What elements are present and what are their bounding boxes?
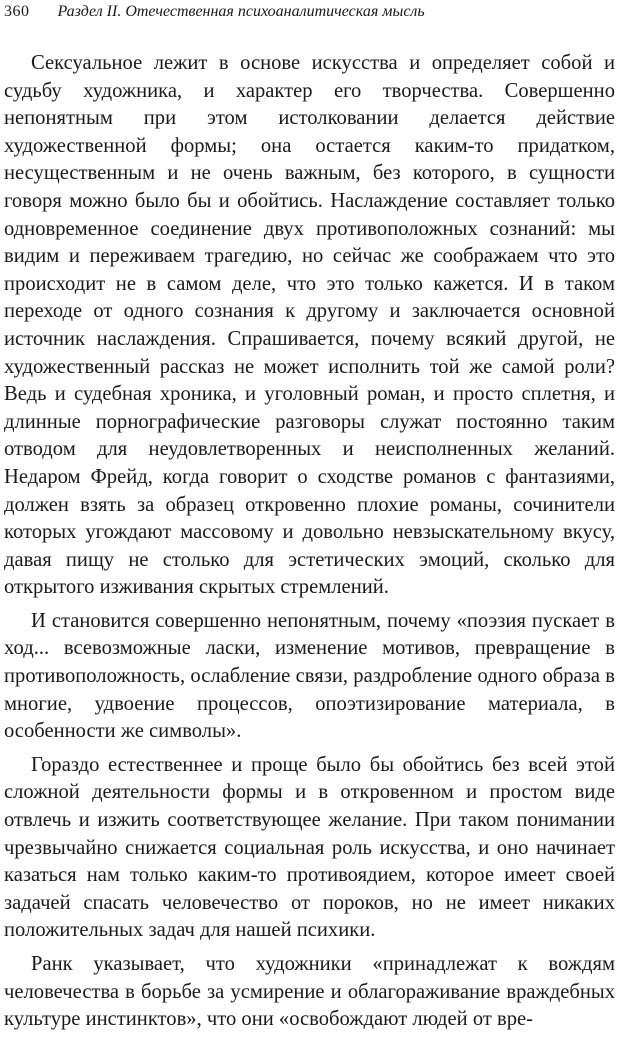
- body-text: [4, 50, 615, 1034]
- page-number: 360: [4, 3, 30, 20]
- paragraph: Сексуальное лежит в основе искусства и определяет собой и судьбу художника, и характер его творчества. Совершенно непонятным при этом истолковании делается действие художественной формы; она остается каким-то придатком, несущественным и не очень важным, без которого, в сущности говоря можно было бы и обойтись. Наслаждение составляет только одновременное соединение двух противоположных сознаний: мы видим и переживаем трагедию, но сейчас же соображаем что это происходит не в самом деле, что это только кажется. И в таком переходе от одного сознания к другому и заключается основной источник наслаждения. Спрашивается, почему всякий другой, не художественный рассказ не может исполнить той же самой роли? Ведь и судебная хроника, и уголовный роман, и просто сплетня, и длинные порнографические разговоры служат постоянно таким отводом для неудовлетворенных и неисполненных желаний. Недаром Фрейд, когда говорит о сходстве романов с фантазиями, должен взять за образец откровенно плохие романы, сочинители которых угождают массовому и довольно невзыскательному вкусу, давая пищу не столько для эстетических эмоций, сколько для открытого изживания скрытых стремлений.: [4, 52, 615, 599]
- running-head: [4, 2, 616, 24]
- paragraph: И становится совершенно непонятным, почему «поэзия пускает в ход... всевозможные ласки, изменение мотивов, превращение в противоположность, ослабление связи, раздробление одного образа в многие, удвоение процессов, опоэтизирование материала, в особенности же символы».: [4, 609, 615, 743]
- paragraph: Гораздо естественнее и проще было бы обойтись без всей этой сложной деятельности формы и в откровенном и простом виде отвлечь и изжить соответствующее желание. При таком понимании чрезвычайно снижается социальная роль искусства, и оно начинает казаться нам только каким-то противоядием, которое имеет своей задачей спасать человечество от пороков, но не имеет никаких положительных задач для нашей психики.: [4, 753, 615, 942]
- running-title: Раздел II. Отечественная психоаналитическая мысль: [57, 3, 425, 20]
- paragraph: Ранк указывает, что художники «принадлежат к вождям человечества в борьбе за усмирение и облагораживание враждебных культуре инстинктов», что они «освобождают людей от вре-: [4, 953, 615, 1031]
